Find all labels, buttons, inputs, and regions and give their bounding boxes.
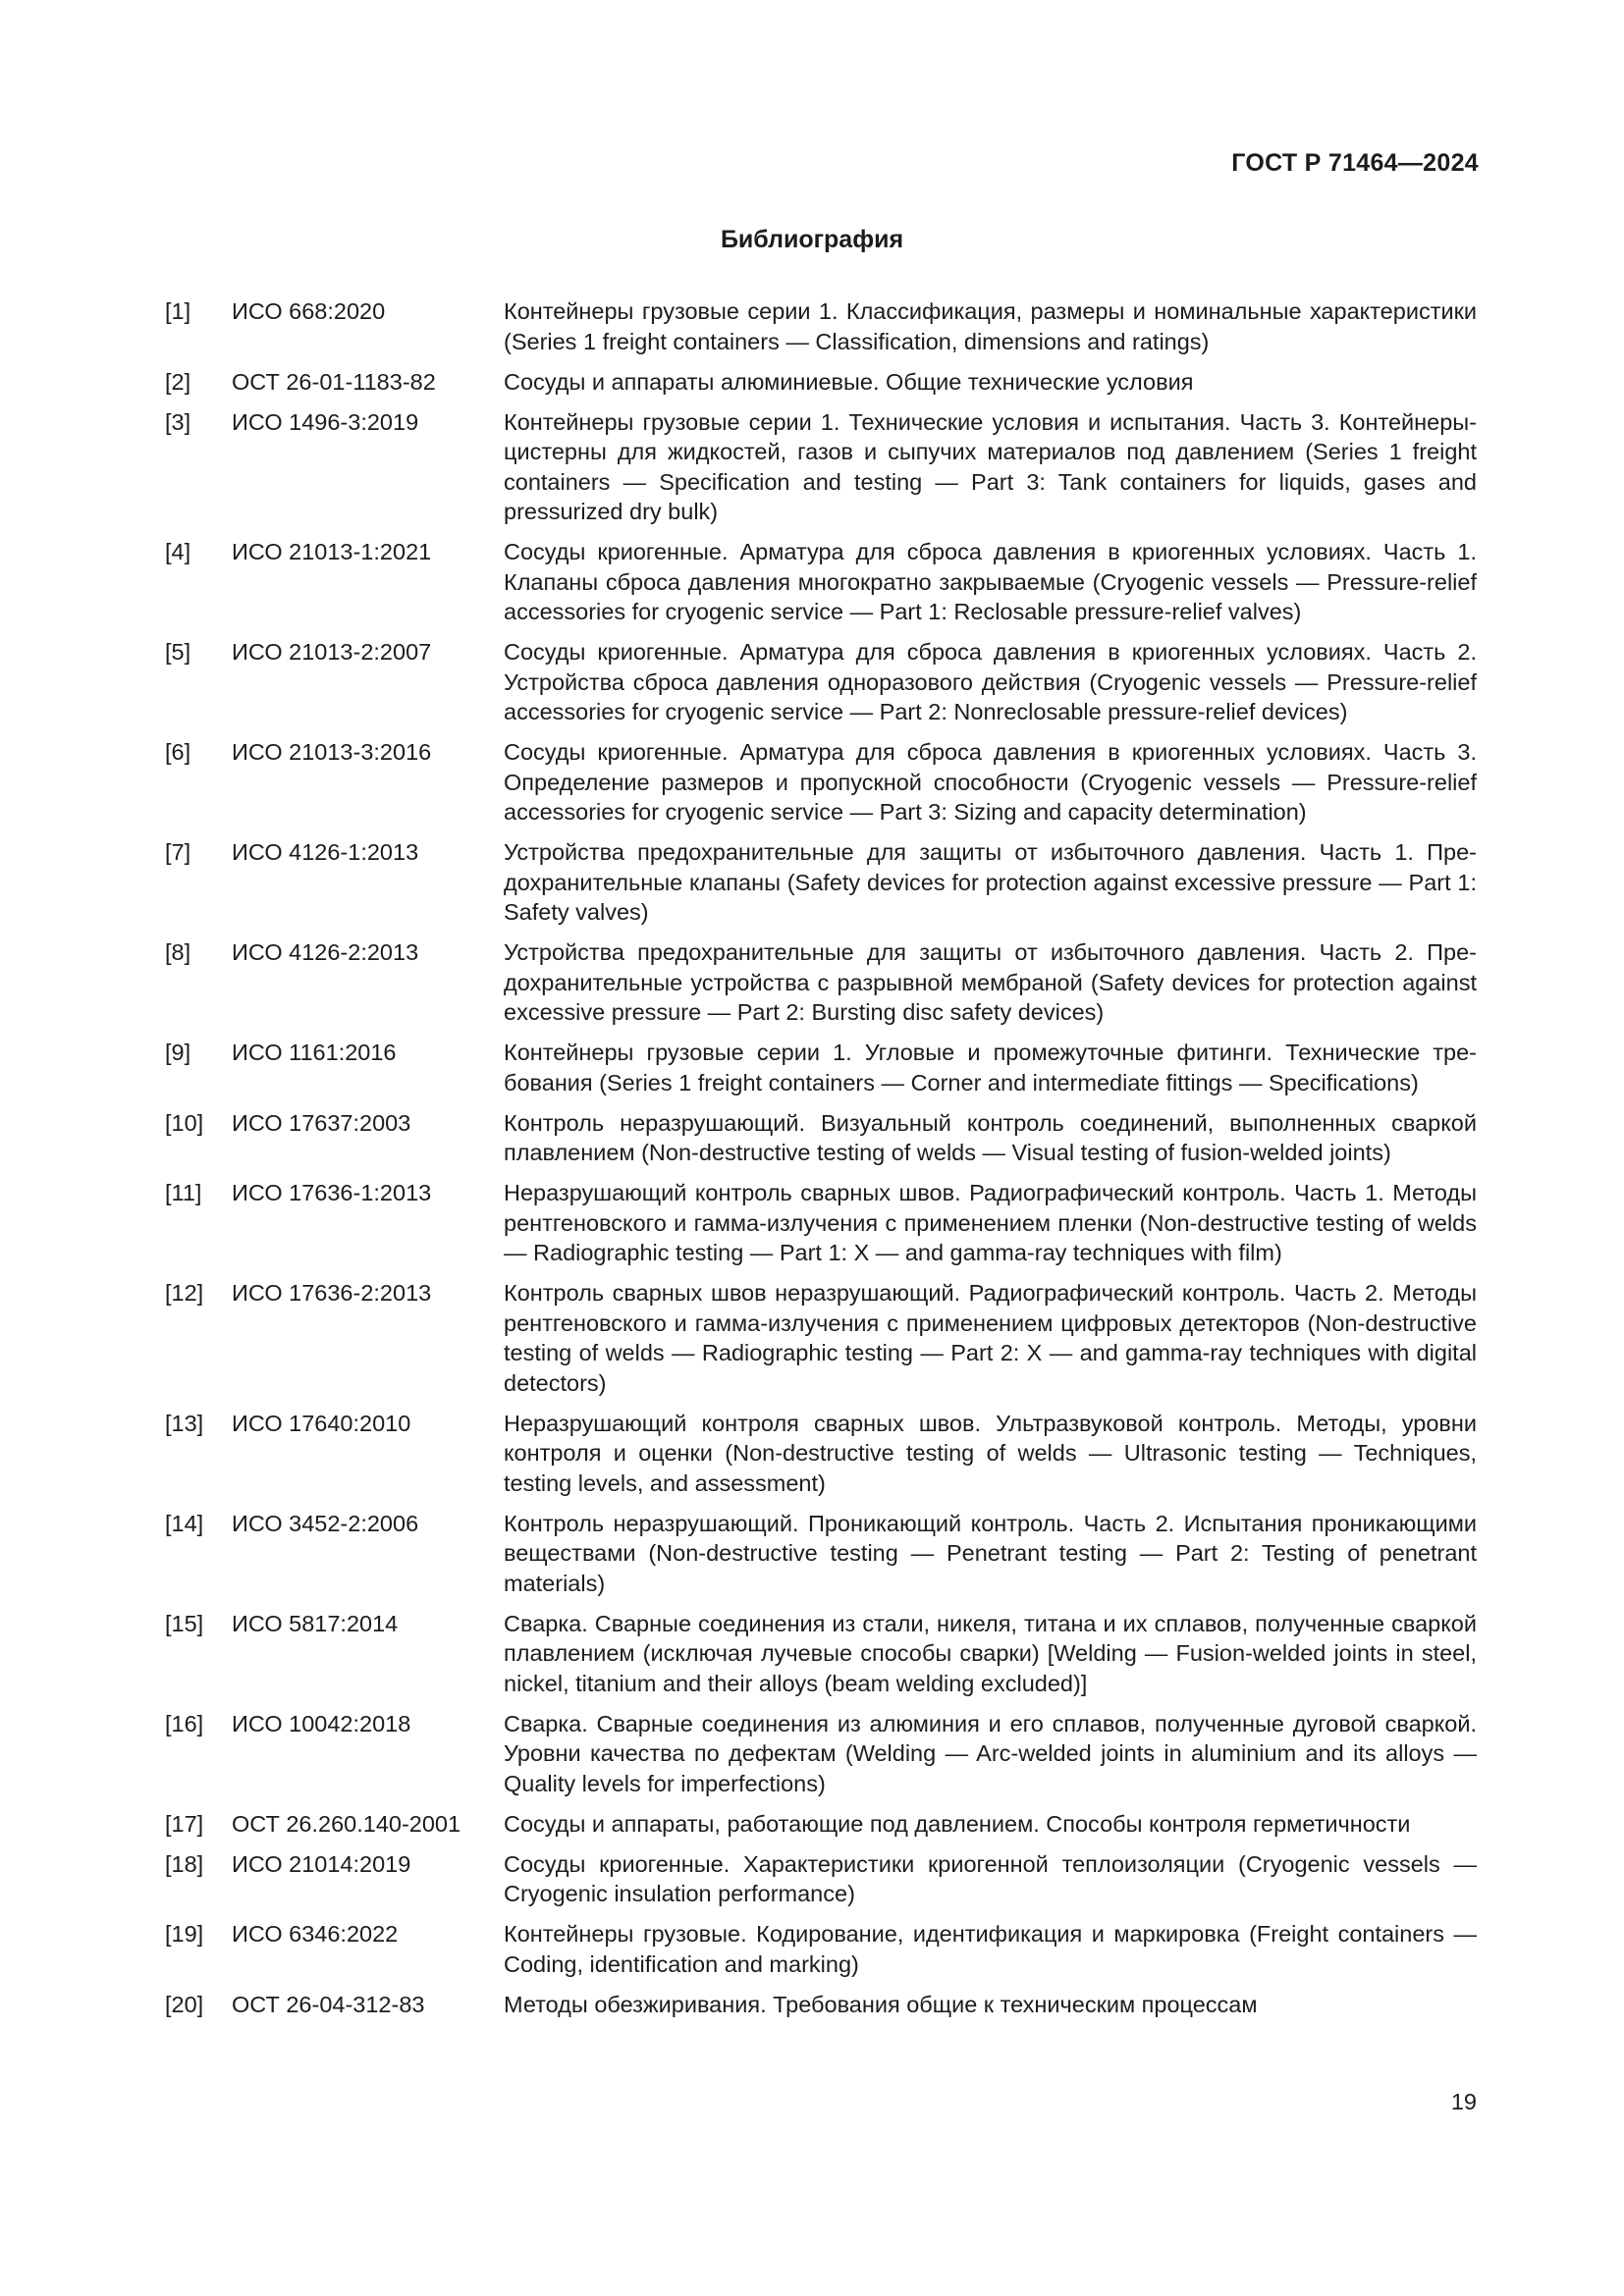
- entry-reference: ОСТ 26.260.140-2001: [232, 1810, 461, 1837]
- entry-title: Контейнеры грузовые. Кодирование, идентификация и маркировка (Freight containers — Coding, identification and marking): [504, 1921, 1477, 1977]
- entry-title: Контроль неразрушающий. Визуальный контроль соединений, выполненных сваркой плавлением (Non-destructive testing of welds — Visual testing of fusion-welded joints): [504, 1109, 1477, 1165]
- entry-reference: ИСО 1496-3:2019: [232, 408, 419, 435]
- entry-title: Контейнеры грузовые серии 1. Классификация, размеры и номинальные характеристики (Series 1 freight containers — Classification, dimensions and ratings): [504, 298, 1477, 354]
- entry-number: [15]: [165, 1610, 204, 1636]
- document-code: ГОСТ Р 71464—2024: [1231, 149, 1479, 177]
- entry-title: Сосуды криогенные. Арматура для сброса давления в криогенных условиях. Часть 3. Определение размеров и пропускной способности (Cryogenic vessels — Pressure-relief accessories for cryogenic service — Part 3: Sizing and capacity determination): [504, 739, 1477, 825]
- entry-number: [12]: [165, 1280, 204, 1306]
- entry-number: [14]: [165, 1510, 204, 1536]
- entry-title: Сварка. Сварные соединения из алюминия и его сплавов, полученные дуговой сваркой. Уровни качества по дефектам (Welding — Arc-welded joints in aluminium and its alloys — Quality levels for imperfections): [504, 1710, 1477, 1796]
- entry-title: Сосуды и аппараты, работающие под давлением. Способы контроля герметичности: [504, 1810, 1411, 1837]
- bibliography-entry: [165, 1038, 1477, 1097]
- entry-reference: ОСТ 26-01-1183-82: [232, 368, 436, 395]
- section-title: Библиография: [720, 226, 904, 253]
- bibliography-entry: [165, 407, 1477, 527]
- entry-reference: ИСО 668:2020: [232, 298, 386, 324]
- bibliography-entry: [165, 1609, 1477, 1699]
- entry-title: Сосуды и аппараты алюминиевые. Общие технические условия: [504, 368, 1194, 395]
- entry-reference: ИСО 17636-2:2013: [232, 1280, 432, 1306]
- entry-title: Контроль сварных швов неразрушающий. Радиографический контроль. Часть 2. Методы рентгеновского и гамма-излучения с применением цифровых детекторов (Non-destructive testing of welds — Radiographic testing — Part 2: X — and gamma-ray techniques with digital detectors): [504, 1280, 1477, 1396]
- entry-title: Контейнеры грузовые серии 1. Технические условия и испытания. Часть 3. Контейнеры-цистерны для жидкостей, газов и сыпучих материалов под давлением (Series 1 freight containers — Specification and testing — Part 3: Tank containers for liquids, gases and pressurized dry bulk): [504, 408, 1477, 524]
- entry-reference: ИСО 4126-2:2013: [232, 939, 419, 965]
- bibliography-entry: [165, 1990, 1477, 2020]
- bibliography-entry: [165, 367, 1477, 398]
- entry-number: [8]: [165, 939, 191, 965]
- entry-reference: ИСО 10042:2018: [232, 1710, 411, 1736]
- bibliography-entry: [165, 1849, 1477, 1909]
- entry-title: Сосуды криогенные. Характеристики криогенной теплоизоляции (Cryogenic vessels — Cryogenic insulation performance): [504, 1850, 1477, 1906]
- bibliography-entry: [165, 937, 1477, 1028]
- entry-reference: ИСО 17637:2003: [232, 1109, 411, 1136]
- entry-reference: ИСО 1161:2016: [232, 1040, 397, 1065]
- bibliography-entry: [165, 1278, 1477, 1398]
- entry-title: Неразрушающий контроль сварных швов. Радиографический контроль. Часть 1. Методы рентгеновского и гамма-излучения с применением пленки (Non-destructive testing of welds — Radiographic testing — Part 1: X — and gamma-ray techniques with film): [504, 1180, 1477, 1265]
- entry-title: Неразрушающий контроля сварных швов. Ультразвуковой контроль. Методы, уровни контроля и оценки (Non-destructive testing of welds — Ultrasonic testing — Techniques, testing levels, and assessment): [504, 1410, 1477, 1496]
- entry-number: [11]: [165, 1180, 202, 1205]
- entry-number: [18]: [165, 1850, 204, 1877]
- entry-reference: ИСО 21014:2019: [232, 1850, 411, 1877]
- entry-title: Сварка. Сварные соединения из стали, никеля, титана и их сплавов, полученные сваркой плавлением (исключая лучевые способы сварки) [Welding — Fusion-welded joints in steel, nickel, titanium and their alloys (beam welding excluded)]: [504, 1610, 1477, 1696]
- bibliography-entry: [165, 1509, 1477, 1599]
- bibliography-entry: [165, 537, 1477, 627]
- bibliography-entry: [165, 637, 1477, 727]
- entry-number: [2]: [165, 368, 191, 395]
- entry-number: [10]: [165, 1109, 204, 1136]
- entry-reference: ИСО 21013-2:2007: [232, 639, 432, 665]
- entry-number: [9]: [165, 1040, 191, 1065]
- entry-number: [7]: [165, 839, 191, 865]
- bibliography-list: [165, 296, 1477, 2030]
- bibliography-entry: [165, 296, 1477, 356]
- entry-number: [3]: [165, 408, 191, 435]
- entry-reference: ИСО 3452-2:2006: [232, 1510, 419, 1536]
- bibliography-entry: [165, 837, 1477, 928]
- bibliography-entry: [165, 1809, 1477, 1840]
- entry-reference: ИСО 21013-3:2016: [232, 739, 432, 765]
- entry-number: [17]: [165, 1810, 204, 1837]
- entry-number: [6]: [165, 739, 191, 765]
- entry-number: [20]: [165, 1991, 204, 2017]
- entry-title: Контроль неразрушающий. Проникающий контроль. Часть 2. Испытания проникающими веществами (Non-destructive testing — Penetrant testing — Part 2: Testing of penetrant materials): [504, 1510, 1477, 1596]
- entry-number: [5]: [165, 639, 191, 665]
- entry-reference: ИСО 17636-1:2013: [232, 1180, 432, 1205]
- entry-reference: ИСО 5817:2014: [232, 1610, 399, 1636]
- entry-title: Контейнеры грузовые серии 1. Угловые и промежуточные фитинги. Технические требования (Series 1 freight containers — Corner and intermediate fittings — Specifications): [504, 1040, 1477, 1095]
- page-number: 19: [1450, 2089, 1477, 2114]
- entry-title: Сосуды криогенные. Арматура для сброса давления в криогенных условиях. Часть 2. Устройства сброса давления одноразового действия (Cryogenic vessels — Pressure-relief accessories for cryogenic service — Part 2: Nonreclosable pressure-relief devices): [504, 639, 1477, 724]
- entry-number: [19]: [165, 1921, 204, 1947]
- entry-reference: ИСО 4126-1:2013: [232, 839, 419, 865]
- bibliography-entry: [165, 1108, 1477, 1168]
- entry-reference: ИСО 6346:2022: [232, 1921, 399, 1947]
- entry-number: [13]: [165, 1410, 204, 1436]
- entry-title: Устройства предохранительные для защиты от избыточного давления. Часть 2. Предохранительные устройства с разрывной мембраной (Safety devices for protection against excessive pressure — Part 2: Bursting disc safety devices): [504, 939, 1477, 1025]
- bibliography-entry: [165, 737, 1477, 828]
- entry-title: Устройства предохранительные для защиты от избыточного давления. Часть 1. Предохранительные клапаны (Safety devices for protection against excessive pressure — Part 1: Safety valves): [504, 839, 1477, 925]
- entry-number: [4]: [165, 539, 191, 564]
- entry-title: Методы обезжиривания. Требования общие к техническим процессам: [504, 1991, 1258, 2017]
- bibliography-entry: [165, 1409, 1477, 1499]
- entry-number: [16]: [165, 1710, 204, 1736]
- entry-reference: ИСО 17640:2010: [232, 1410, 411, 1436]
- entry-title: Сосуды криогенные. Арматура для сброса давления в криогенных условиях. Часть 1. Клапаны сброса давления многократно закрываемые (Cryogenic vessels — Pressure-relief accessories for cryogenic service — Part 1: Reclosable pressure-relief valves): [504, 539, 1477, 624]
- bibliography-entry: [165, 1709, 1477, 1799]
- entry-reference: ИСО 21013-1:2021: [232, 539, 432, 564]
- entry-number: [1]: [165, 298, 191, 324]
- bibliography-entry: [165, 1178, 1477, 1268]
- bibliography-entry: [165, 1919, 1477, 1979]
- entry-reference: ОСТ 26-04-312-83: [232, 1991, 425, 2017]
